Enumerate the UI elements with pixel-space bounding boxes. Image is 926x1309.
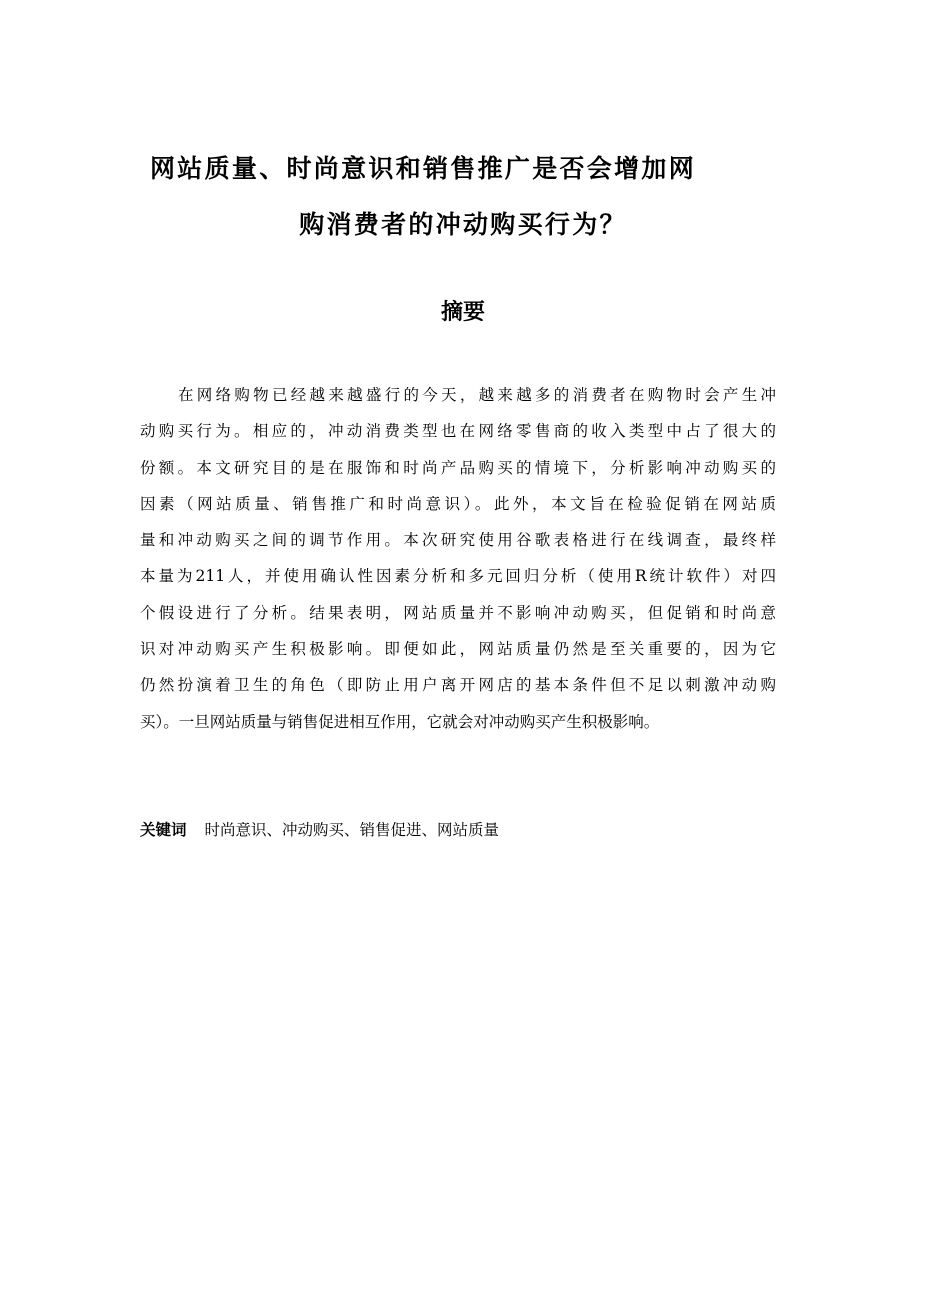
- abstract-line: 量和冲动购买之间的调节作用。本次研究使用谷歌表格进行在线调查，最终样: [140, 531, 776, 550]
- paper-title-line-2: 购消费者的冲动购买行为？: [299, 210, 627, 239]
- abstract-line: 买）。一旦网站质量与销售促进相互作用，它就会对冲动购买产生积极影响。: [140, 712, 660, 731]
- paper-title-line-1: 网站质量、时尚意识和销售推广是否会增加网: [150, 154, 697, 183]
- keywords-label: 关键词: [140, 821, 187, 839]
- abstract-line: 本量为211人，并使用确认性因素分析和多元回归分析（使用R统计软件）对四: [140, 567, 776, 586]
- keywords-value: 时尚意识、冲动购买、销售促进、网站质量: [204, 821, 500, 839]
- abstract-body: [140, 377, 776, 740]
- abstract-line: 份额。本文研究目的是在服饰和时尚产品购买的情境下，分析影响冲动购买的: [140, 458, 776, 477]
- abstract-line: 个假设进行了分析。结果表明，网站质量并不影响冲动购买，但促销和时尚意: [140, 603, 776, 622]
- abstract-line: 在网络购物已经越来越盛行的今天，越来越多的消费者在购物时会产生冲: [178, 386, 776, 404]
- abstract-line: 识对冲动购买产生积极影响。即便如此，网站质量仍然是至关重要的，因为它: [140, 640, 776, 659]
- abstract-line: 动购买行为。相应的，冲动消费类型也在网络零售商的收入类型中占了很大的: [140, 422, 776, 441]
- abstract-line: 仍然扮演着卫生的角色（即防止用户离开网店的基本条件但不足以刺激冲动购: [140, 676, 776, 695]
- abstract-heading: 摘要: [440, 300, 485, 325]
- abstract-line: 因素（网站质量、销售推广和时尚意识）。此外，本文旨在检验促销在网站质: [140, 494, 776, 513]
- keywords: [140, 815, 780, 846]
